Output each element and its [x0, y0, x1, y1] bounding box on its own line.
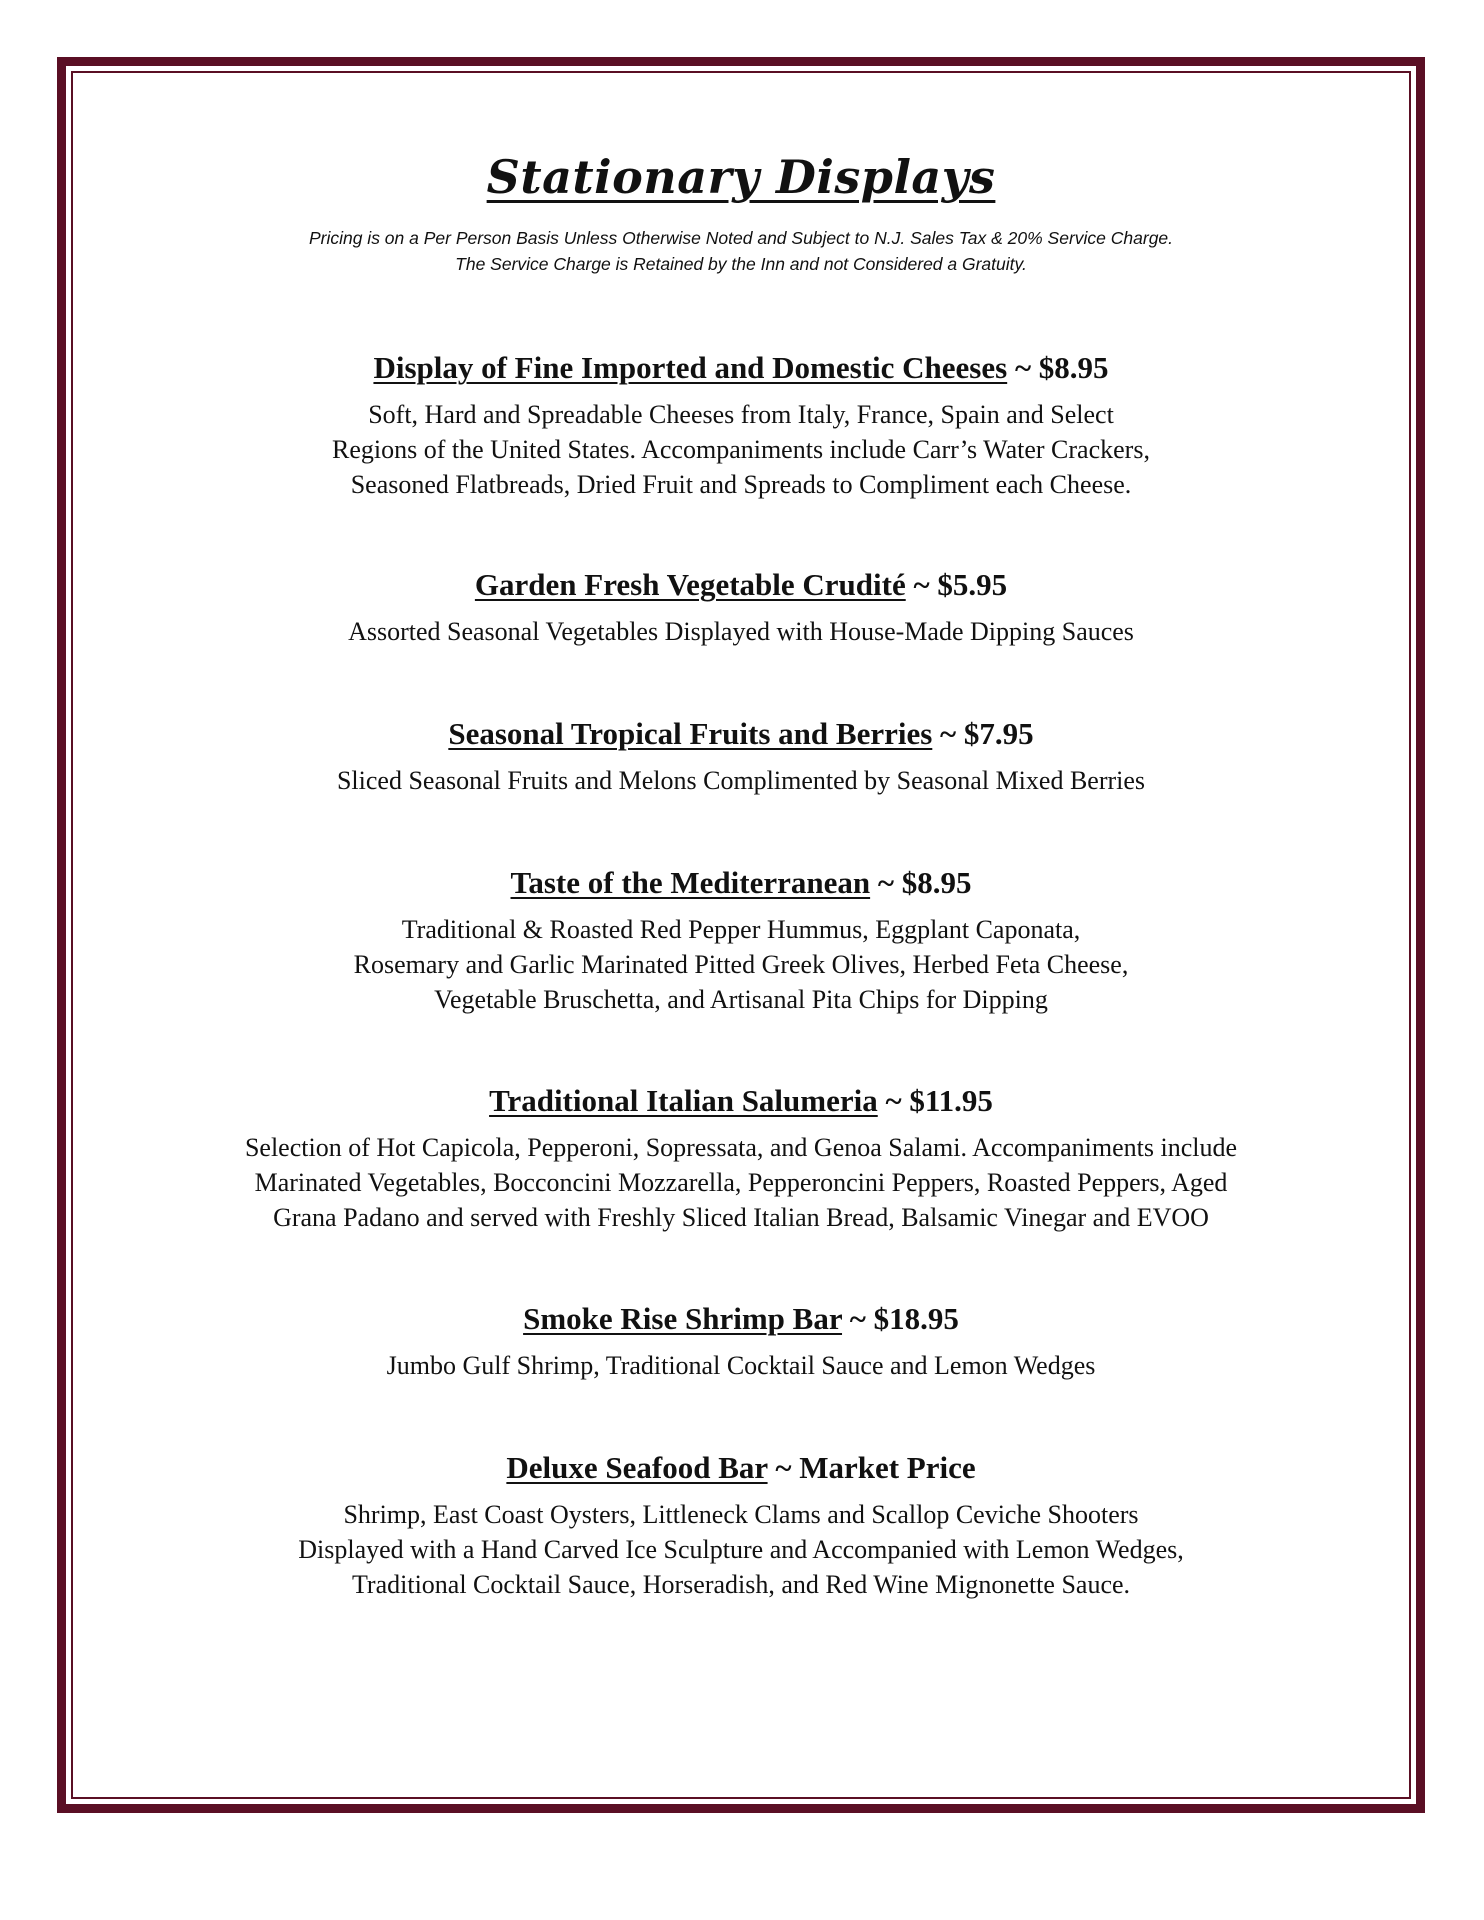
description-line: Traditional & Roasted Red Pepper Hummus, Eggplant Caponata, — [401, 915, 1081, 944]
pricing-note: Pricing is on a Per Person Basis Unless Otherwise Noted and Subject to N.J. Sales Tax & 20% Service Charge. — [308, 228, 1174, 248]
item-name: Display of Fine Imported and Domestic Cheeses — [373, 350, 1008, 385]
item-price: ~ $8.95 — [1014, 350, 1109, 385]
item-name: Seasonal Tropical Fruits and Berries — [448, 716, 933, 751]
item-description — [90, 763, 1392, 798]
description-line: Sliced Seasonal Fruits and Melons Complimented by Seasonal Mixed Berries — [336, 766, 1146, 795]
item-description — [90, 614, 1392, 649]
item-heading — [90, 715, 1392, 753]
item-price: ~ $11.95 — [885, 1083, 993, 1118]
description-line: Jumbo Gulf Shrimp, Traditional Cocktail Sauce and Lemon Wedges — [386, 1351, 1096, 1380]
item-description — [90, 912, 1392, 1017]
description-line: Selection of Hot Capicola, Pepperoni, Sopressata, and Genoa Salami. Accompaniments include — [244, 1133, 1238, 1162]
item-description — [90, 1348, 1392, 1383]
item-name: Taste of the Mediterranean — [510, 865, 871, 900]
description-line: Traditional Cocktail Sauce, Horseradish, and Red Wine Mignonette Sauce. — [351, 1570, 1131, 1599]
description-line: Seasoned Flatbreads, Dried Fruit and Spreads to Compliment each Cheese. — [350, 470, 1132, 499]
item-price: ~ $18.95 — [849, 1301, 959, 1336]
menu-item-cheeses — [90, 349, 1392, 502]
menu-item-seafood-bar — [90, 1449, 1392, 1602]
menu-item-fruits — [90, 715, 1392, 798]
page-title: Stationary Displays — [486, 150, 996, 204]
item-name: Deluxe Seafood Bar — [506, 1450, 768, 1485]
item-heading — [90, 349, 1392, 387]
menu-item-crudite — [90, 566, 1392, 649]
item-description — [90, 1130, 1392, 1235]
item-price: ~ $5.95 — [913, 567, 1008, 602]
item-heading — [90, 566, 1392, 604]
menu-item-shrimp-bar — [90, 1300, 1392, 1383]
item-name: Smoke Rise Shrimp Bar — [523, 1301, 843, 1336]
item-price: ~ $7.95 — [940, 716, 1034, 751]
item-price: ~ Market Price — [775, 1450, 976, 1485]
item-heading — [90, 864, 1392, 902]
item-name: Garden Fresh Vegetable Crudité — [474, 567, 906, 602]
description-line: Displayed with a Hand Carved Ice Sculpture and Accompanied with Lemon Wedges, — [298, 1535, 1184, 1564]
item-heading — [90, 1449, 1392, 1487]
description-line: Grana Padano and served with Freshly Sliced Italian Bread, Balsamic Vinegar and EVOO — [273, 1203, 1209, 1232]
description-line: Marinated Vegetables, Bocconcini Mozzarella, Pepperoncini Peppers, Roasted Peppers, Aged — [254, 1168, 1228, 1197]
description-line: Regions of the United States. Accompaniments include Carr’s Water Crackers, — [332, 435, 1150, 464]
item-name: Traditional Italian Salumeria — [489, 1083, 878, 1118]
service-charge-note: The Service Charge is Retained by the Inn and not Considered a Gratuity. — [455, 254, 1027, 274]
description-line: Shrimp, East Coast Oysters, Littleneck Clams and Scallop Ceviche Shooters — [343, 1500, 1139, 1529]
item-description — [90, 1497, 1392, 1602]
item-description — [90, 397, 1392, 502]
description-line: Soft, Hard and Spreadable Cheeses from Italy, France, Spain and Select — [368, 400, 1114, 429]
description-line: Rosemary and Garlic Marinated Pitted Greek Olives, Herbed Feta Cheese, — [353, 950, 1129, 979]
item-price: ~ $8.95 — [877, 865, 972, 900]
description-line: Assorted Seasonal Vegetables Displayed with House-Made Dipping Sauces — [348, 617, 1134, 646]
menu-item-salumeria — [90, 1082, 1392, 1235]
menu-item-mediterranean — [90, 864, 1392, 1017]
description-line: Vegetable Bruschetta, and Artisanal Pita Chips for Dipping — [434, 985, 1048, 1014]
item-heading — [90, 1082, 1392, 1120]
item-heading — [90, 1300, 1392, 1338]
